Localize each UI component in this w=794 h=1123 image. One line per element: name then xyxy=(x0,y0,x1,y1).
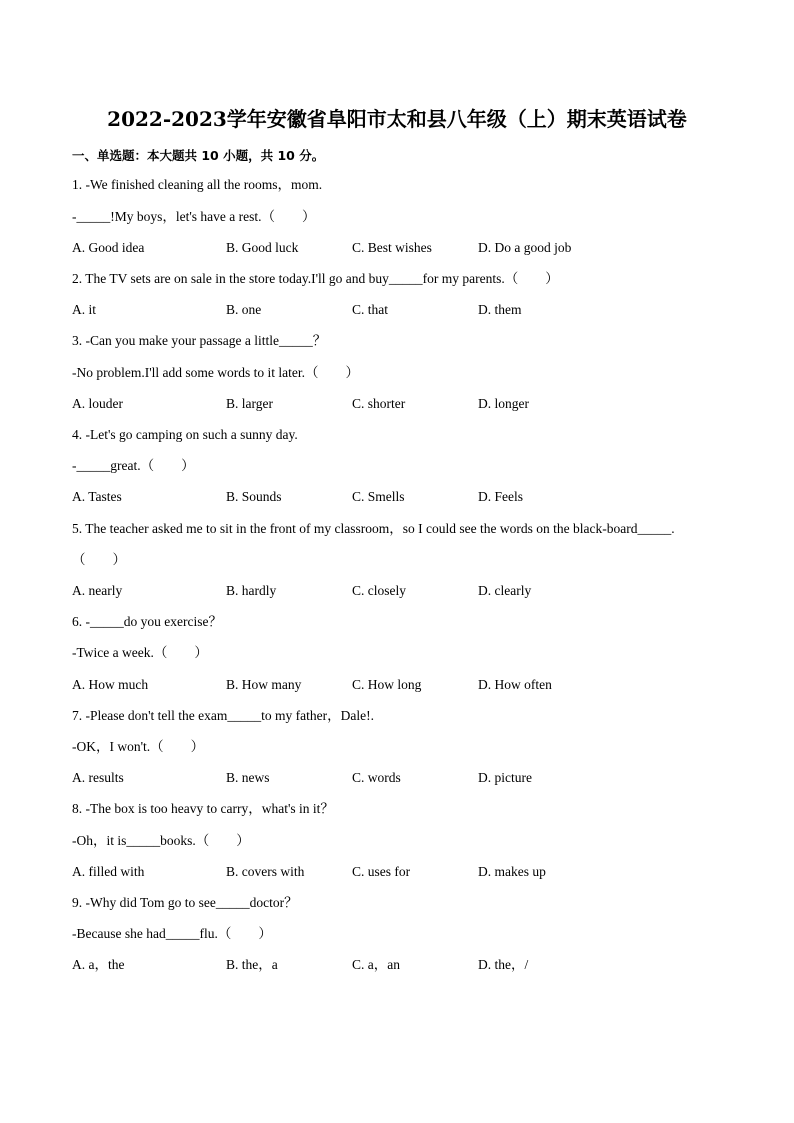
answer-option: A. it xyxy=(72,302,97,317)
answer-option: C. Best wishes xyxy=(352,240,432,255)
answer-option: D. clearly xyxy=(478,583,532,598)
answer-option: B. Sounds xyxy=(226,489,282,504)
question-line: （ ） xyxy=(72,552,126,567)
question-stem: 8. -The box is too heavy to carry，what's in it？ xyxy=(72,801,334,816)
answer-option: B. Good luck xyxy=(226,240,299,255)
answer-option: C. How long xyxy=(352,677,422,692)
answer-option: A. results xyxy=(72,770,124,785)
answer-option: A. nearly xyxy=(72,583,123,598)
answer-option: A. Good idea xyxy=(72,240,145,255)
answer-option: C. words xyxy=(352,770,401,785)
question-stem: 1. -We finished cleaning all the rooms，mom. xyxy=(72,177,323,192)
answer-option: B. covers with xyxy=(226,864,305,879)
answer-option: B. larger xyxy=(226,396,273,411)
answer-option: A. How much xyxy=(72,677,149,692)
section-heading: 一、单选题：本大题共 10 小题，共 10 分。 xyxy=(72,148,325,163)
answer-option: A. filled with xyxy=(72,864,145,879)
answer-option: D. longer xyxy=(478,396,529,411)
question-line: -_____great.（ ） xyxy=(72,458,195,473)
answer-option: D. How often xyxy=(478,677,552,692)
answer-option: D. Feels xyxy=(478,489,523,504)
answer-option: C. Smells xyxy=(352,489,405,504)
page-title: 2022-2023学年安徽省阜阳市太和县八年级（上）期末英语试卷 xyxy=(107,107,687,131)
answer-option: B. How many xyxy=(226,677,302,692)
question-line: -_____!My boys，let's have a rest.（ ） xyxy=(72,209,316,224)
question-stem: 2. The TV sets are on sale in the store today.I'll go and buy_____for my parents.（ ） xyxy=(72,271,559,286)
answer-option: B. the，a xyxy=(226,957,278,972)
question-stem: 9. -Why did Tom go to see_____doctor？ xyxy=(72,895,298,910)
answer-option: C. that xyxy=(352,302,388,317)
question-line: -OK，I won't.（ ） xyxy=(72,739,205,754)
question-line: -Oh，it is_____books.（ ） xyxy=(72,833,250,848)
question-stem: 5. The teacher asked me to sit in the front of my classroom，so I could see the words on the black-board_____. xyxy=(72,521,675,536)
question-line: -No problem.I'll add some words to it later.（ ） xyxy=(72,365,360,380)
question-stem: 3. -Can you make your passage a little_____？ xyxy=(72,333,327,348)
question-line: -Because she had_____flu.（ ） xyxy=(72,926,272,941)
answer-option: C. closely xyxy=(352,583,406,598)
question-stem: 6. -_____do you exercise？ xyxy=(72,614,222,629)
answer-option: B. one xyxy=(226,302,262,317)
answer-option: D. makes up xyxy=(478,864,546,879)
question-stem: 4. -Let's go camping on such a sunny day. xyxy=(72,427,298,442)
answer-option: A. Tastes xyxy=(72,489,122,504)
answer-option: A. louder xyxy=(72,396,123,411)
question-stem: 7. -Please don't tell the exam_____to my father，Dale!. xyxy=(72,708,374,723)
answer-option: A. a，the xyxy=(72,957,125,972)
answer-option: D. the，/ xyxy=(478,957,529,972)
answer-option: C. a，an xyxy=(352,957,400,972)
question-line: -Twice a week.（ ） xyxy=(72,645,208,660)
answer-option: B. news xyxy=(226,770,270,785)
answer-option: D. picture xyxy=(478,770,532,785)
answer-option: C. shorter xyxy=(352,396,406,411)
answer-option: D. Do a good job xyxy=(478,240,572,255)
answer-option: B. hardly xyxy=(226,583,277,598)
answer-option: C. uses for xyxy=(352,864,411,879)
answer-option: D. them xyxy=(478,302,522,317)
